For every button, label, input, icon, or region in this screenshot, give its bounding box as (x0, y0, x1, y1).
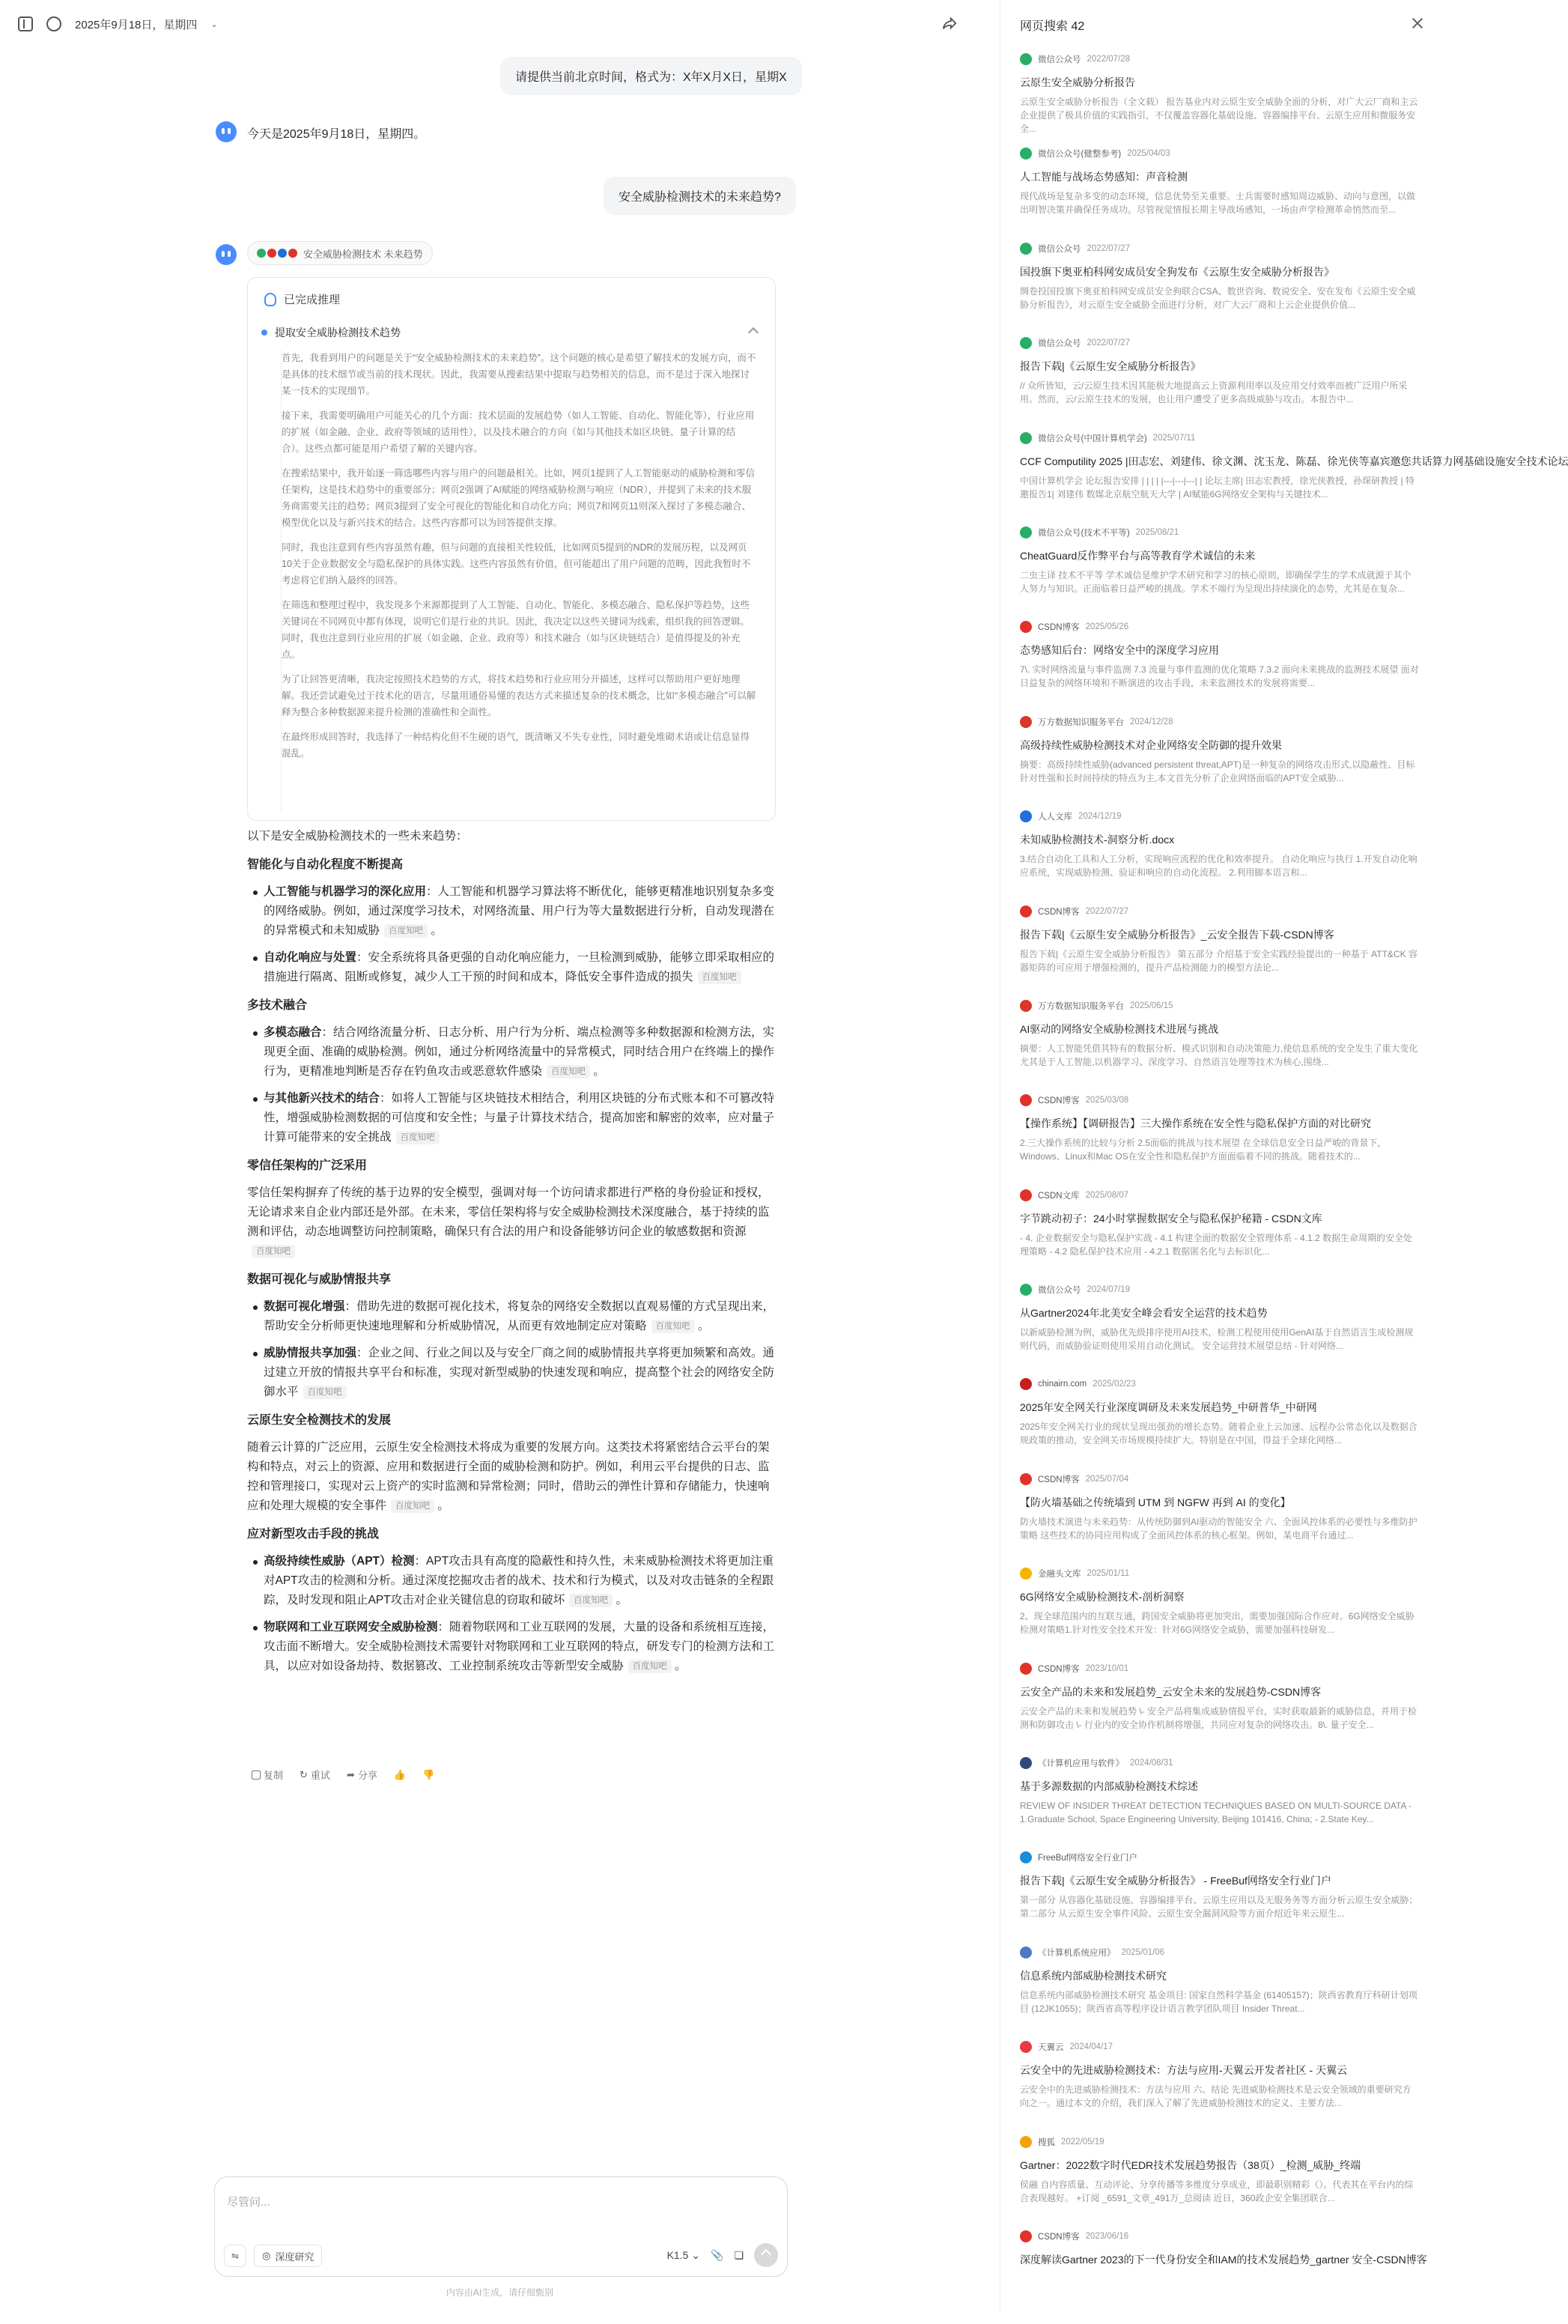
bulb-icon (264, 293, 276, 306)
assistant-avatar (216, 244, 237, 265)
result-title[interactable]: 信息系统内部威胁检测技术研究 (1020, 1969, 1167, 1982)
item-head: 高级持续性威胁（APT）检测 (264, 1555, 415, 1568)
refresh-icon: ↻ (300, 1768, 308, 1780)
citation-tag[interactable]: 百度知吧 (384, 924, 428, 938)
search-result[interactable] (1020, 1567, 1420, 1661)
reasoning-paragraph: 首先，我看到用户的问题是关于“安全威胁检测技术的未来趋势”。这个问题的核心是希望了解技术的发展方向，而不是具体的技术细节或当前的技术现状。因此，我需要从搜索结果中提取与趋势相关的信息，而不是过于深入地探讨某一技术的实现细节。 (282, 353, 756, 396)
result-date: 2025/05/26 (1085, 622, 1129, 632)
deep-research-button[interactable]: ◎ 深度研究 (254, 2245, 322, 2267)
search-result[interactable] (1020, 242, 1420, 336)
search-result[interactable] (1020, 1189, 1420, 1283)
search-chip[interactable] (247, 241, 433, 265)
result-source: 微信公众号 (1038, 339, 1081, 349)
source-icon (1020, 1947, 1032, 1959)
result-snippet: 3.结合自动化工具和人工分析，实现响应流程的优化和效率提升。 自动化响应与执行 1.开发自动化响应系统，实现威胁检测、验证和响应的自动化流程。 2.利用脚本语言和... (1020, 854, 1417, 879)
like-button[interactable]: 👍 (393, 1768, 407, 1780)
result-date: 2022/05/19 (1061, 2137, 1104, 2146)
result-snippet: 云安全产品的未来和发展趋势 \- 安全产品将集成威胁情报平台，实时获取最新的威胁信息，并用于检测和防御攻击 \- 行业内的安全协作机制将增强，共同应对复杂的网络攻击。8\. 量子安全... (1020, 1705, 1417, 1730)
reasoning-paragraph: 接下来，我需要明确用户可能关心的几个方面：技术层面的发展趋势（如人工智能、自动化、智能化等），行业应用的扩展（如金融、企业、政府等领域的适用性），以及技术融合的方向（如与其他技术如区块链、量子计算的结合）。这些点都可能是用户希望了解的关键内容。 (282, 410, 755, 454)
item-head: 数据可视化增强 (264, 1300, 345, 1313)
result-date: 2023/06/16 (1085, 2231, 1129, 2241)
result-source: 微信公众号 (1038, 55, 1081, 64)
reasoning-panel (247, 277, 776, 821)
result-snippet: 2、现全球范围内的互联互通，跨国安全威胁将更加突出，需要加强国际合作应对。6G网络安全威胁检测对策略1.针对性安全技术开发：针对6G网络安全威胁，需要加强科技研发... (1020, 1611, 1414, 1636)
item-body: ：结合网络流量分析、日志分析、用户行为分析、端点检测等多种数据源和检测方法，实现更全面、准确的威胁检测。例如，通过分析网络流量中的异常模式，同时结合用户在终端上的操作行为，更精准地判断是否存在钓鱼攻击或恶意软件感染 (264, 1026, 775, 1078)
result-meta (1020, 999, 1420, 1013)
result-snippet: 中国计算机学会 论坛报告安排 | | | | |---|---|---| | 论坛主席| 田志宏教授，徐光侠教授，孙琛研教授 | 特邀报告1| 刘建伟 数媒北京航空航天大学 | AI赋能6G网络安全架构与关键技术... (1020, 475, 1414, 500)
result-meta (1020, 2230, 1420, 2243)
section-list (264, 1023, 779, 1147)
result-date: 2025/03/08 (1085, 1096, 1129, 1105)
result-source: 搜狐 (1038, 2138, 1055, 2147)
result-snippet: // 众所皆知，云/云原生技术因其能极大地提高云上资源利用率以及应用交付效率而被广泛用户所采用。然而，云/云原生技术的发展，也让用户遭受了更多高级威胁与攻击。本报告中... (1020, 380, 1408, 405)
result-date: 2025/07/11 (1152, 433, 1196, 443)
result-snippet: 以新威胁检测为例，威胁优先级排序使用AI技术，检测工程使用使用GenAI基于自然语言生成检测规则代码，而威胁验证则使用采用自动化测试。 安全运营技术展望总结 - 针对网络... (1020, 1327, 1414, 1352)
result-snippet: 云原生安全威胁分析报告（全文载） 报告基业内对云原生安全威胁全面的分析，对广大云厂商和主云企业提供了极具价值的实践指引，不仅覆盖容器化基础设施、容器编排平台、云原生应用和微服务安全... (1020, 97, 1418, 134)
search-result[interactable] (1020, 1472, 1420, 1567)
search-result[interactable] (1020, 905, 1420, 999)
result-meta (1020, 52, 1420, 66)
result-date: 2024/08/31 (1130, 1759, 1173, 1768)
result-date: 2025/08/07 (1085, 1190, 1129, 1200)
result-meta (1020, 1567, 1420, 1580)
reasoning-step-label: 提取安全威胁检测技术趋势 (275, 327, 401, 339)
user-message: 请提供当前北京时间，格式为：X年X月X日，星期X (500, 57, 802, 95)
send-button[interactable] (754, 2243, 778, 2267)
result-snippet: 云安全中的先进威胁检测技术：方法与应用 六、结论 先进威胁检测技术是云安全领域的重要研究方向之一。通过本文的介绍，我们深入了解了先进威胁检测技术的定义、主要方法... (1020, 2084, 1411, 2109)
item-body: ：随着物联网和工业互联网的发展，大量的设备和系统相互连接，攻击面不断增大。安全威胁检测技术需要针对物联网和工业互联网的特点，研发专门的检测方法和工具，以应对如设备劫持、数据篡改、工业控制系统攻击等新型安全威胁 (264, 1621, 775, 1672)
result-source: 《计算机应用与软件》 (1038, 1759, 1124, 1769)
result-snippet: 7\. 实时网络流量与事件监测 7.3 流量与事件监测的优化策略 7.3.2 面向未来挑战的监测技术展望 面对日益复杂的网络环境和不断演进的攻击手段，未来监测技术的发展将需要... (1020, 664, 1419, 689)
user-message: 安全威胁检测技术的未来趋势? (604, 177, 796, 215)
result-title[interactable]: 【防火墙基础之传统墙到 UTM 到 NGFW 再到 AI 的变化】 (1020, 1496, 1291, 1508)
result-source: CSDN博客 (1038, 1664, 1080, 1674)
top-bar (0, 0, 1000, 48)
result-meta (1020, 1472, 1420, 1486)
result-title[interactable]: 云原生安全威胁分析报告 (1020, 76, 1135, 88)
result-snippet: 现代战场是复杂多变的动态环境，信息优势至关重要。士兵需要时感知周边威胁、动向与意图，以做出明智决策并确保任务成功。尽管视觉情报长期主导战场感知，一场由声学检测革命悄然而至... (1020, 191, 1416, 216)
search-result[interactable] (1020, 999, 1420, 1093)
search-chip-label: 安全威胁检测技术 未来趋势 (303, 248, 423, 260)
source-icon (1020, 527, 1032, 538)
search-result[interactable] (1020, 1283, 1420, 1377)
reasoning-paragraph: 同时，我也注意到有些内容虽然有趣，但与问题的直接相关性较低，比如网页5提到的NDR的发展历程，以及网页10关于企业数据安全与隐私保护的具体实践。这些内容虽然有价值，但可能超出了用户问题的范畴，因此我暂时不考虑将它们纳入最终的回答。 (282, 542, 751, 586)
reasoning-paragraph: 为了让回答更清晰，我决定按照技术趋势的方式，将技术趋势和行业应用分开描述，这样可以帮助用户更好地理解。我还尝试避免过于技术化的语言，尽量用通俗易懂的表达方式来描述复杂的技术概念，比如“多模态融合”可以解释为整合多种数据源来提升检测的准确性和全面性。 (282, 674, 756, 717)
result-title[interactable]: 未知威胁检测技术-洞察分析.docx (1020, 834, 1175, 846)
reasoning-body (281, 350, 757, 813)
item-body: ：APT攻击具有高度的隐蔽性和持久性，未来威胁检测技术将更加注重对APT攻击的检测和分析。通过深度挖掘攻击者的战术、技术和行为模式，以及对攻击链条的全程跟踪，及时发现和阻止APT攻击对企业关键信息的窃取和破坏 (264, 1555, 774, 1607)
item-body: ：人工智能和机器学习算法将不断优化，能够更精准地识别复杂多变的网络威胁。例如，通过深度学习技术，对网络流量、用户行为等大量数据进行分析，自动发现潜在的异常模式和未知威胁 (264, 885, 775, 937)
citation-tag[interactable]: 百度知吧 (651, 1320, 695, 1333)
chat-input-box (214, 2176, 788, 2277)
result-snippet: 2025年安全网关行业的现状呈现出强劲的增长态势。随着企业上云加速、远程办公常态化以及数据合规政策的推动，安全网关市场规模持续扩大。特别是在中国，得益于全球化网络... (1020, 1422, 1417, 1446)
result-title[interactable]: 字节跳动初子：24小时掌握数据安全与隐私保护秘籍 - CSDN文库 (1020, 1212, 1322, 1225)
section-list (264, 1552, 779, 1676)
dislike-button[interactable]: 👎 (422, 1768, 435, 1780)
result-meta (1020, 620, 1420, 634)
search-result[interactable] (1020, 1851, 1420, 1945)
source-icon (1020, 1473, 1032, 1485)
search-result[interactable] (1020, 715, 1420, 810)
result-title[interactable]: 报告下载|《云原生安全威胁分析报告》 - FreeBuf网络安全行业门户 (1020, 1875, 1331, 1887)
chat-title[interactable]: 2025年9月18日，星期四 (75, 18, 198, 31)
citation-tag[interactable]: 百度知吧 (698, 971, 741, 984)
item-body: ：企业之间、行业之间以及与安全厂商之间的威胁情报共享将更加频繁和高效。通过建立开放的情报共享平台和标准，实现对新型威胁的快速发现和响应，提高整个社会的网络安全防御水平 (264, 1347, 775, 1398)
result-date: 2025/01/06 (1121, 1947, 1165, 1957)
result-snippet: 侯融 自内容质量、互动评论、分享传播等多维度分享成业，即最职别精彩（）。代表其在平台内的综合表现越好。 +订阅 _6591_文章_491万_总阅读 近日，360政企安全集团联合... (1020, 2179, 1414, 2203)
result-date: 2025/06/15 (1130, 1001, 1173, 1010)
section-list (264, 882, 779, 987)
result-date: 2022/07/28 (1087, 55, 1131, 64)
source-icon (1020, 2230, 1032, 2242)
result-source: CSDN文库 (1038, 1191, 1080, 1201)
result-meta (1020, 905, 1420, 918)
result-source: 微信公众号 (1038, 1286, 1081, 1296)
list-item: 多模态融合：结合网络流量分析、日志分析、用户行为分析、端点检测等多种数据源和检测方法，实现更全面、准确的威胁检测。例如，通过分析网络流量中的异常模式，同时结合用户在终端上的操作行为，更精准地判断是否存在钓鱼攻击或恶意软件感染 百度知吧 。 (264, 1023, 779, 1081)
section-paragraph: 随着云计算的广泛应用，云原生安全检测技术将成为重要的发展方向。这类技术将紧密结合云平台的架构和特点，对云上的资源、应用和数据进行全面的威胁检测和防护。例如，利用云平台提供的日志、监控和管理接口，实现对云上资产的实时监测和异常检测；同时，借助云的弹性计算和存储能力，快速响应和处理大规模的安全事件 百度知吧 。 (247, 1441, 770, 1512)
search-result[interactable] (1020, 1093, 1420, 1188)
source-icons (257, 249, 297, 258)
source-icon (1020, 2136, 1032, 2148)
source-icon (1020, 148, 1032, 160)
result-meta (1020, 810, 1420, 823)
result-snippet: REVIEW OF INSIDER THREAT DETECTION TECHNIQUES BASED ON MULTI-SOURCE DATA - 1.Graduate School, Space Engineering University, Beijing 101416, China; - 2.State Key... (1020, 1800, 1412, 1825)
result-date: 2024/12/28 (1130, 717, 1173, 726)
citation-tag[interactable]: 百度知吧 (628, 1660, 672, 1673)
section-title: 多技术融合 (247, 999, 308, 1012)
result-source: 微信公众号(健整参考) (1038, 150, 1122, 160)
result-title[interactable]: 【操作系统】【调研报告】三大操作系统在安全性与隐私保护方面的对比研究 (1020, 1117, 1371, 1130)
panel-title: 网页搜索 42 (1020, 20, 1085, 33)
result-title[interactable]: 6G网络安全威胁检测技术-剖析洞察 (1020, 1591, 1185, 1604)
reasoning-status: 已完成推理 (284, 294, 341, 306)
cube-icon[interactable]: ❏ (734, 2248, 744, 2261)
result-meta (1020, 336, 1420, 350)
list-item (264, 1344, 779, 1402)
result-date: 2025/02/23 (1093, 1380, 1136, 1389)
result-meta (1020, 2135, 1420, 2149)
result-title[interactable]: 态势感知后台：网络安全中的深度学习应用 (1020, 644, 1219, 657)
disclaimer: 内容由AI生成，请仔细甄别 (446, 2287, 554, 2298)
source-icon (1020, 53, 1032, 65)
reasoning-paragraph: 在最终形成回答时，我选择了一种结构化但不生硬的语气，既清晰又不失专业性，同时避免堆砌术语或让信息显得混乱。 (282, 732, 750, 759)
result-source: 万方数据知识服务平台 (1038, 717, 1124, 727)
source-icon (1020, 1284, 1032, 1296)
item-body: ：如将人工智能与区块链技术相结合，利用区块链的分布式账本和不可篡改特性，增强威胁检测数据的可信度和安全性；与量子计算技术结合，提高加密和解密的效率，应对量子计算可能带来的安全挑战 (264, 1092, 775, 1144)
search-result[interactable] (1020, 2135, 1420, 2230)
citation-tag[interactable]: 百度知吧 (391, 1499, 434, 1513)
result-source: CSDN博客 (1038, 907, 1080, 917)
result-source: CSDN博客 (1038, 2232, 1080, 2242)
result-meta (1020, 1946, 1420, 1959)
result-meta (1020, 1189, 1420, 1202)
result-snippet: 防火墙技术演进与未来趋势：从传统防御到AI驱动的智能安全 六、全面风控体系的必要性与多维防护策略 这些技术的协同应用构成了全面风控体系的核心框架。例如，某电商平台通过... (1020, 1516, 1417, 1541)
result-source: 人人文库 (1038, 813, 1072, 822)
result-snippet: 2.三大操作系统的比较与分析 2.5面临的挑战与技术展望 在全球信息安全日益严峻的背景下，Windows、Linux和Mac OS在安全性和隐私保护方面面临着不同的挑战。随着技术的... (1020, 1138, 1387, 1162)
chat-input[interactable]: 尽管问... (227, 2196, 270, 2209)
result-title[interactable]: 基于多源数据的内部威胁检测技术综述 (1020, 1780, 1198, 1793)
result-title[interactable]: 报告下载|《云原生安全威胁分析报告》 (1020, 360, 1201, 373)
search-result[interactable] (1020, 147, 1420, 241)
source-icon (1020, 1663, 1032, 1675)
item-body: ：借助先进的数据可视化技术，将复杂的网络安全数据以直观易懂的方式呈现出来，帮助安全分析师更快速地理解和分析威胁情况，从而更有效地制定应对策略 (264, 1300, 775, 1332)
result-source: 金融头文库 (1038, 1570, 1081, 1580)
result-meta (1020, 2040, 1420, 2054)
item-head: 与其他新兴技术的结合 (264, 1092, 380, 1105)
result-title[interactable]: 人工智能与战场态势感知：声音检测 (1020, 171, 1188, 183)
copy-icon (252, 1771, 261, 1780)
result-title[interactable]: 国投旗下奥亚柏科网安成员安全狗发布《云原生安全威胁分析报告》 (1020, 265, 1334, 278)
result-source: chinairn.com (1038, 1380, 1087, 1389)
result-meta (1020, 1851, 1420, 1864)
search-result[interactable] (1020, 1377, 1420, 1472)
result-date: 2025/08/21 (1135, 527, 1179, 537)
source-icon (1020, 432, 1032, 444)
section-title: 应对新型攻击手段的挑战 (247, 1528, 380, 1541)
source-icon (1020, 905, 1032, 917)
result-meta (1020, 1283, 1420, 1296)
result-meta (1020, 715, 1420, 729)
result-snippet: 摘要：高级持续性威胁(advanced persistent threat,APT)是一种复杂的网络攻击形式,以隐蔽性、目标针对性强和长时间持续的特点为主,本文首先分析了企业网络面临的APT安全威胁... (1020, 759, 1415, 783)
reasoning-header (264, 291, 340, 307)
result-snippet: 二虫主译 技术不平等 学术诚信是维护学术研究和学习的核心原则，即确保学生的学术成就源于其个人努力与知识。正面临着日益严峻的挑战。学术不端行为呈现出持续演化的态势，尤其是在复杂... (1020, 569, 1411, 594)
result-source: 万方数据知识服务平台 (1038, 1001, 1124, 1011)
search-result[interactable] (1020, 810, 1420, 904)
result-meta (1020, 431, 1420, 445)
section-paragraph: 零信任架构摒弃了传统的基于边界的安全模型，强调对每一个访问请求都进行严格的身份验证和授权，无论请求来自企业内部还是外部。在未来，零信任架构将与安全威胁检测技术深度融合，基于持续的监测和评估，动态地调整访问控制策略，确保只有合法的用户和设备能够访问企业的敏感数据和资源百度知吧 (247, 1183, 779, 1261)
item-head: 物联网和工业互联网安全威胁检测 (264, 1621, 438, 1633)
list-item: 人工智能与机器学习的深化应用：人工智能和机器学习算法将不断优化，能够更精准地识别复杂多变的网络威胁。例如，通过深度学习技术，对网络流量、用户行为等大量数据进行分析，自动发现潜在的异常模式和未知威胁 百度知吧 。 (264, 882, 779, 941)
result-date: 2024/07/19 (1087, 1285, 1131, 1295)
result-source: CSDN博客 (1038, 1096, 1080, 1106)
search-result[interactable] (1020, 431, 1568, 526)
result-meta (1020, 1662, 1420, 1675)
source-icon (1020, 810, 1032, 822)
result-meta (1020, 242, 1420, 255)
result-date: 2022/07/27 (1087, 243, 1131, 253)
source-icon (1020, 1851, 1032, 1863)
result-title[interactable]: CheatGuard反作弊平台与高等教育学术诚信的未来 (1020, 549, 1256, 562)
result-date: 2025/01/11 (1087, 1569, 1130, 1579)
result-snippet: 第一部分 从容器化基础设施、容器编排平台、云原生应用以及无服务务等方面分析云原生安全威胁；第二部分 从云原生安全事件风险、云原生安全漏洞风险等方面介绍近年来云原生... (1020, 1895, 1418, 1920)
source-icon (1020, 1378, 1032, 1390)
citation-tag[interactable]: 百度知吧 (252, 1245, 295, 1258)
result-snippet: 信息系统内部威胁检测技术研究 基金项目: 国家自然科学基金 (61405157)；陕西省教育厅科研计划项目 (12JK1055)；陕西省高等程序设计语言教学团队项目 Insider Threat... (1020, 1989, 1417, 2014)
assistant-message: 今天是2025年9月18日，星期四。 (247, 128, 426, 141)
chevron-up-icon[interactable] (748, 327, 759, 338)
source-icon (1020, 243, 1032, 255)
list-item: 数据可视化增强：借助先进的数据可视化技术，将复杂的网络安全数据以直观易懂的方式呈现出来，帮助安全分析师更快速地理解和分析威胁情况，从而更有效地制定应对策略 百度知吧 。 (264, 1297, 779, 1336)
chevron-down-icon[interactable]: ⌄ (210, 19, 218, 29)
list-item (264, 1089, 779, 1147)
result-meta (1020, 147, 1420, 160)
reasoning-paragraph: 在搜索结果中，我开始逐一筛选哪些内容与用户的问题最相关。比如，网页1提到了人工智能驱动的威胁检测和零信任架构，这是技术趋势中的重要部分；网页2强调了AI赋能的网络威胁检测与响应（NDR），并提到了未来的技术服务商需要关注的趋势；网页3提到了安全可视化的智能化和自动化方向；网页7和网页11则深入探讨了多模态融合、模型优化以及与新兴技术的结合。这些内容都可以为回答提供支撑。 (282, 468, 755, 528)
section-title: 云原生安全检测技术的发展 (247, 1414, 392, 1427)
item-head: 人工智能与机器学习的深化应用 (264, 885, 427, 898)
result-title[interactable]: 报告下载|《云原生安全威胁分析报告》_云安全报告下载-CSDN博客 (1020, 928, 1334, 941)
item-head: 多模态融合 (264, 1026, 322, 1039)
result-source: 天翼云 (1038, 2043, 1064, 2053)
result-title[interactable]: 从Gartner2024年北美安全峰会看安全运营的技术趋势 (1020, 1307, 1268, 1320)
retry-button[interactable]: ↻ 重试 (300, 1768, 330, 1781)
list-item: 高级持续性威胁（APT）检测：APT攻击具有高度的隐蔽性和持久性，未来威胁检测技术将更加注重对APT攻击的检测和分析。通过深度挖掘攻击者的战术、技术和行为模式，以及对攻击链条的全程跟踪，及时发现和阻止APT攻击对企业关键信息的窃取和破坏 百度知吧 。 (264, 1552, 779, 1610)
model-selector[interactable]: K1.5 ⌄ (666, 2248, 700, 2261)
result-date: 2022/07/27 (1087, 339, 1131, 348)
result-meta (1020, 526, 1420, 539)
result-snippet (1020, 2272, 1420, 2299)
search-result[interactable] (1020, 1662, 1420, 1756)
result-source: FreeBuf网络安全行业门户 (1038, 1854, 1137, 1863)
citation-tag[interactable]: 百度知吧 (547, 1065, 590, 1078)
search-result[interactable] (1020, 1756, 1420, 1851)
result-title[interactable]: 云安全中的先进威胁检测技术：方法与应用-天翼云开发者社区 - 天翼云 (1020, 2064, 1348, 2077)
message-actions (252, 1768, 434, 1782)
search-result[interactable] (1020, 1946, 1420, 2040)
result-snippet: 报告下载|《云原生安全威胁分析报告》 第五部分 介绍基于安全实践经验提出的一种基于 ATT&CK 容器矩阵的可应用于增强检测的，提升产品检测能力的模型方法论... (1020, 948, 1417, 973)
search-result[interactable] (1020, 620, 1420, 715)
result-meta (1020, 1377, 1420, 1391)
assistant-answer (247, 827, 779, 1684)
source-icon (1020, 621, 1032, 633)
result-title[interactable]: 2025年安全网关行业深度调研及未来发展趋势_中研普华_中研网 (1020, 1401, 1317, 1414)
result-source: 《计算机系统应用》 (1038, 1948, 1116, 1958)
source-icon (1020, 1757, 1032, 1769)
section-title: 智能化与自动化程度不断提高 (247, 858, 404, 871)
section-title: 数据可视化与威胁情报共享 (247, 1273, 392, 1286)
item-head: 自动化响应与处置 (264, 951, 357, 964)
reasoning-paragraph: 在筛选和整理过程中，我发现多个来源都提到了人工智能、自动化、智能化、多模态融合、隐私保护等趋势，这些关键词在不同网页中都有体现，说明它们是行业的共识。因此，我决定以这些关键词为线索，组织我的回答逻辑。同时，我也注意到行业应用的扩展（如金融、企业、政府等）和技术融合（如与区块链结合）是值得提及的补充点。 (282, 600, 750, 660)
share-icon[interactable] (941, 15, 958, 31)
result-snippet: - 4. 企业数据安全与隐私保护实战 - 4.1 构建全面的数据安全管理体系 - 4.1.2 数据生命周期的安全处理策略 - 4.2 隐私保护技术应用 - 4.2.1 数据匿名化与去标识化... (1020, 1232, 1413, 1257)
search-result[interactable] (1020, 336, 1420, 431)
result-date: 2024/12/19 (1078, 812, 1122, 822)
sidebar-toggle-icon[interactable] (18, 16, 33, 31)
search-result[interactable] (1020, 2040, 1420, 2135)
section-title: 零信任架构的广泛采用 (247, 1159, 368, 1172)
result-date: 2023/10/01 (1085, 1663, 1129, 1673)
item-head: 威胁情报共享加强 (264, 1347, 357, 1359)
list-item: 物联网和工业互联网安全威胁检测：随着物联网和工业互联网的发展，大量的设备和系统相互连接，攻击面不断增大。安全威胁检测技术需要针对物联网和工业互联网的特点，研发专门的检测方法和工具，以应对如设备劫持、数据篡改、工业控制系统攻击等新型安全威胁 百度知吧 。 (264, 1618, 779, 1676)
source-icon (1020, 2041, 1032, 2053)
section-list (264, 1297, 779, 1402)
search-result[interactable] (1020, 52, 1420, 147)
share-button[interactable]: ➦ 分享 (346, 1768, 377, 1781)
new-chat-icon[interactable] (46, 16, 61, 31)
result-snippet: 摘要：人工智能凭借其特有的数据分析、模式识别和自动决策能力,使信息系统的安全发生了重大变化尤其是于人工智能,以机器学习、深度学习、自然语言处理等技术为核心,围绕... (1020, 1043, 1418, 1067)
result-date: 2025/07/04 (1085, 1474, 1129, 1484)
source-icon (1020, 337, 1032, 349)
citation-tag[interactable]: 百度知吧 (303, 1386, 347, 1399)
result-meta (1020, 1756, 1420, 1770)
source-icon (1020, 1094, 1032, 1106)
result-source: CSDN博客 (1038, 623, 1080, 633)
result-title[interactable]: 深度解读Gartner 2023的下一代身份安全和IAM的技术发展趋势_gartner 安全-CSDN博客 (1020, 2253, 1427, 2266)
search-result[interactable] (1020, 526, 1420, 620)
result-title[interactable]: 云安全产品的未来和发展趋势_云安全未来的发展趋势-CSDN博客 (1020, 1685, 1322, 1698)
result-title[interactable]: AI驱动的网络安全威胁检测技术进展与挑战 (1020, 1022, 1219, 1035)
results-list (1020, 52, 1568, 2324)
step-dot-icon (261, 330, 267, 336)
search-results-panel (1000, 0, 1568, 2311)
tools-button[interactable]: ⇋ (224, 2245, 246, 2267)
source-icon (1020, 1189, 1032, 1201)
share-icon: ➦ (346, 1768, 355, 1780)
assistant-avatar (216, 121, 237, 142)
result-meta (1020, 1093, 1420, 1107)
answer-intro: 以下是安全威胁检测技术的一些未来趋势： (247, 830, 468, 843)
reasoning-step[interactable] (261, 321, 762, 344)
source-icon (1020, 1000, 1032, 1012)
result-source: 微信公众号(技术不平等) (1038, 528, 1130, 538)
result-date: 2024/04/17 (1069, 2042, 1113, 2052)
citation-tag[interactable]: 百度知吧 (569, 1594, 613, 1607)
citation-tag[interactable]: 百度知吧 (396, 1131, 440, 1144)
result-title[interactable]: 高级持续性威胁检测技术对企业网络安全防御的提升效果 (1020, 738, 1282, 751)
result-title[interactable]: CCF Computility 2025 |田志宏、刘建伟、徐文渊、沈玉龙、陈磊、徐光侠等嘉宾邀您共话算力网基础设施安全技术论坛 (1020, 455, 1568, 467)
result-source: 微信公众号 (1038, 244, 1081, 254)
result-source: CSDN博客 (1038, 1475, 1080, 1484)
attach-icon[interactable]: 📎 (711, 2248, 724, 2261)
source-icon (1020, 1568, 1032, 1580)
item-body: ：安全系统将具备更强的自动化响应能力，一旦检测到威胁，能够立即采取相应的措施进行隔离、阻断或修复，减少人工干预的时间和成本，降低安全事件造成的损失 (264, 951, 775, 983)
source-icon (1020, 716, 1032, 728)
copy-button[interactable]: 复制 (252, 1768, 283, 1782)
result-source: 微信公众号(中国计算机学会) (1038, 434, 1147, 443)
search-result[interactable] (1020, 2230, 1427, 2324)
result-date: 2025/04/03 (1127, 149, 1170, 159)
result-title[interactable]: Gartner：2022数字时代EDR技术发展趋势报告（38页）_检测_威胁_终端 (1020, 2158, 1361, 2171)
result-snippet: 绸卷投国投旗下奥亚柏科网安成员安全狗联合CSA、数世咨询、数说安全、安在发布《云原生安全威胁分析报告》，对云原生安全威胁全面进行分析，对广大云厂商和上云企业提供价值... (1020, 285, 1416, 310)
globe-icon: ◎ (262, 2250, 271, 2261)
list-item (264, 948, 779, 987)
result-date: 2022/07/27 (1085, 906, 1129, 916)
close-icon[interactable] (1411, 16, 1424, 30)
